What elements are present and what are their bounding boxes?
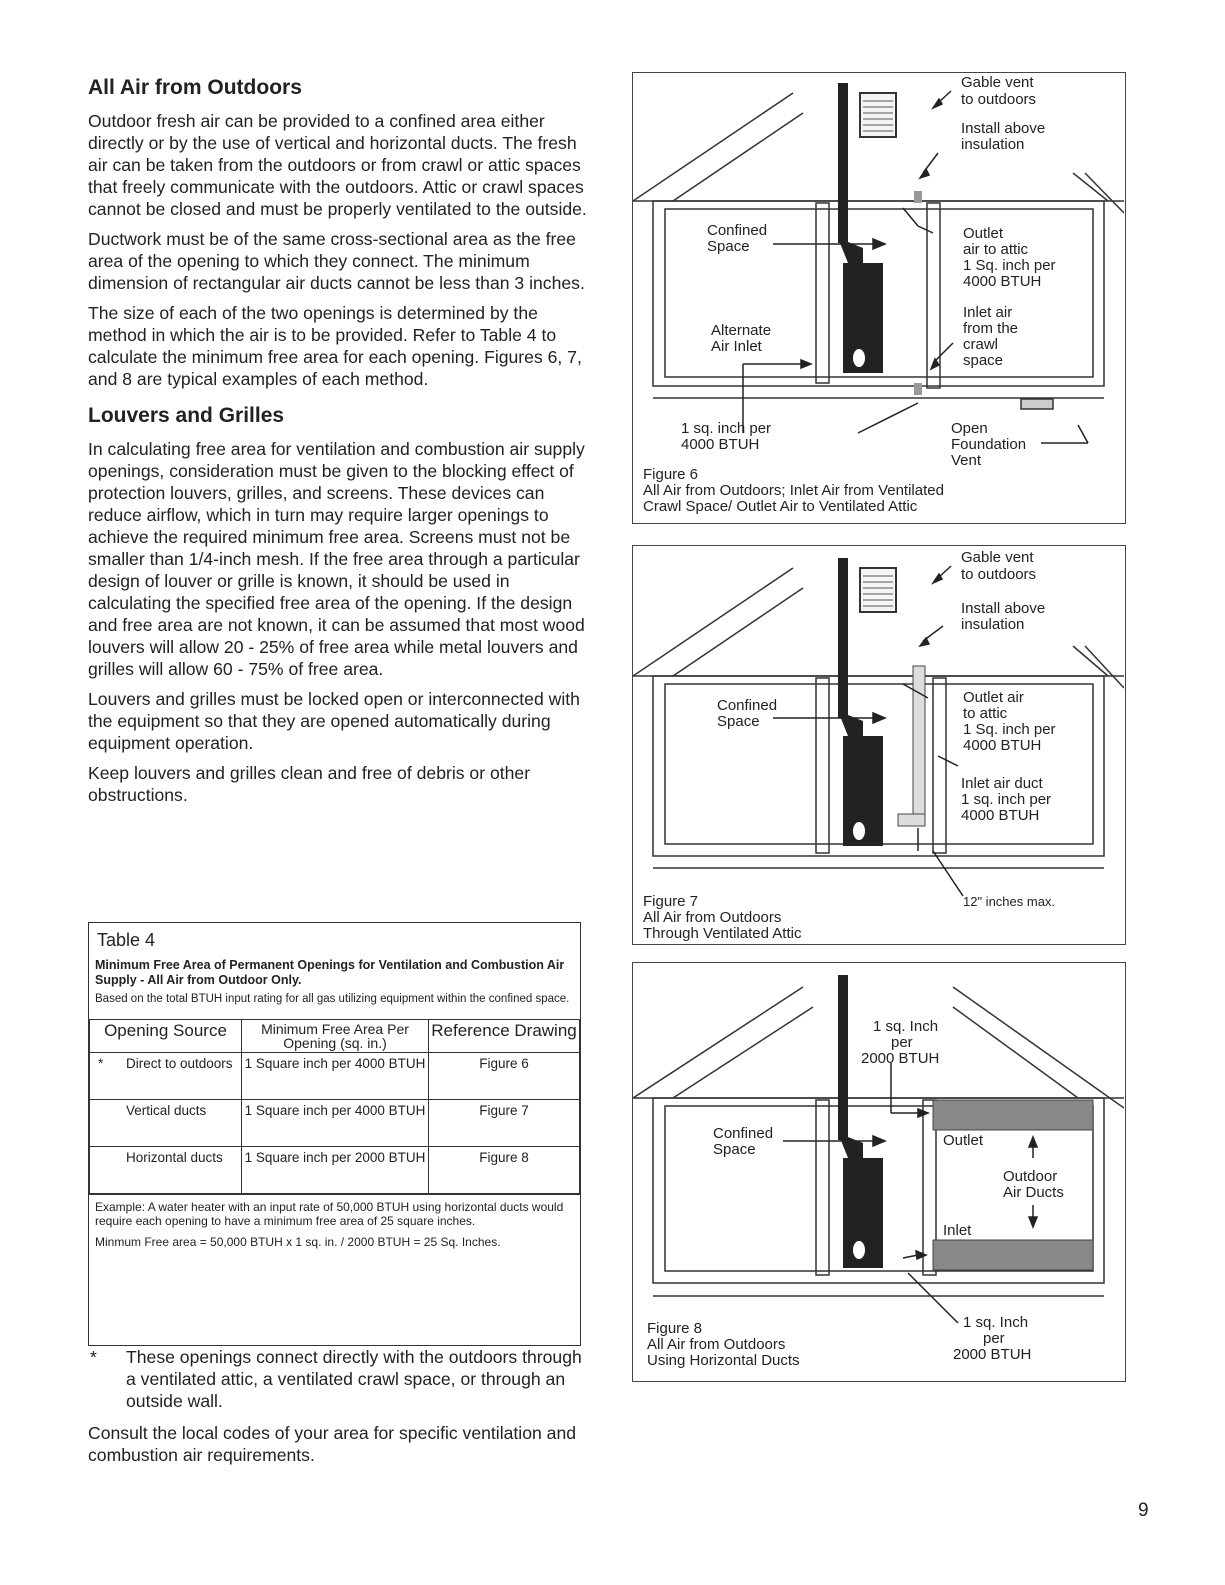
label-outlet: Outlet — [943, 1132, 984, 1149]
label-confined: Space — [713, 1141, 756, 1158]
paragraph: Outdoor fresh air can be provided to a confined area either directly or by the use of vertical and horizontal ducts. The fresh air can be taken from the outdoors or from crawl or attic spaces that freely communicate with the outdoors. Attic or crawl spaces cannot be closed and must be properly ventilated to the outside. — [88, 111, 587, 219]
row-reference: Figure 6 — [429, 1053, 580, 1100]
label-inlet: crawl — [963, 336, 999, 353]
label-alternate: Alternate — [711, 322, 772, 339]
table-grid — [89, 1019, 580, 1194]
label-outlet: 1 Sq. inch per — [963, 721, 1056, 738]
figure-caption: Figure 8 — [647, 1320, 703, 1337]
asterisk: * — [90, 1347, 97, 1367]
footnote-text: These openings connect directly with the outdoors through a ventilated attic, a ventilated crawl space, or through an outside wall. — [126, 1347, 582, 1411]
label-inlet: Inlet — [943, 1222, 972, 1239]
label-outdoor-ducts: Outdoor — [1003, 1168, 1058, 1185]
table-note: Based on the total BTUH input rating for all gas utilizing equipment within the confined space. — [95, 993, 570, 1005]
table-row — [90, 1053, 580, 1100]
column-header-reference: Reference Drawing — [429, 1020, 580, 1053]
row-area: 1 Square inch per 4000 BTUH — [242, 1053, 429, 1100]
paragraph: Louvers and grilles must be locked open or interconnected with the equipment so that they are opened automatically during equipment operation. — [88, 689, 580, 753]
left-column — [88, 76, 588, 814]
label-outdoor-ducts: Air Ducts — [1003, 1184, 1064, 1201]
label-outlet: air to attic — [963, 241, 1029, 258]
row-source: Horizontal ducts — [126, 1150, 223, 1165]
row-reference: Figure 7 — [429, 1100, 580, 1147]
paragraph: The size of each of the two openings is determined by the method in which the air is to be provided. Refer to Table 4 to calculate the minimum free area for each opening. Figures 6, 7, and 8 are typical examples of each method. — [88, 303, 582, 389]
label-foundation: Open — [951, 420, 988, 437]
footnote — [88, 1346, 588, 1474]
label-install: insulation — [961, 136, 1025, 153]
figure-caption: Figure 7 — [643, 893, 699, 910]
label-alternate: Air Inlet — [711, 338, 762, 355]
label-confined: Space — [717, 713, 760, 730]
asterisk: * — [98, 1056, 104, 1071]
label-bottom: per — [983, 1330, 1005, 1347]
figure-7 — [632, 545, 1126, 945]
table-heading: Minimum Free Area of Permanent Openings for Ventilation and Combustion Air Supply - All Air from Outdoor Only. — [95, 958, 565, 987]
label-confined: Space — [707, 238, 750, 255]
column-header-source: Opening Source — [90, 1020, 242, 1053]
figure-caption: Through Ventilated Attic — [643, 925, 802, 942]
label-confined: Confined — [713, 1125, 774, 1142]
paragraph: Keep louvers and grilles clean and free of debris or other obstructions. — [88, 763, 531, 805]
row-reference: Figure 8 — [429, 1147, 580, 1194]
paragraph: In calculating free area for ventilation and combustion air supply openings, consideration must be given to the blocking effect of protection louvers, grilles, and screens. These devices can reduce airflow, which in turn may require larger openings to achieve the required minimum free area. Screens must not be smaller than 1/4-inch mesh. If the free area through a particular design of louver or grille is known, it should be used in calculating the specified free area of the opening. If the design and free area are not known, it can be assumed that most wood louvers will allow 20 - 25% of free area while metal louvers and grilles will allow 60 - 75% of free area. — [88, 439, 585, 679]
label-max: 12" inches max. — [963, 894, 1056, 909]
figure-6-diagram — [633, 73, 1124, 522]
table-row — [90, 1100, 580, 1147]
figure-7-diagram — [633, 546, 1124, 943]
figure-8 — [632, 962, 1126, 1382]
figure-caption: Figure 6 — [643, 466, 699, 483]
label-install: insulation — [961, 616, 1025, 633]
row-source: Direct to outdoors — [126, 1056, 233, 1071]
table-minimum: Minmum Free area = 50,000 BTUH x 1 sq. in. / 2000 BTUH = 25 Sq. Inches. — [95, 1235, 501, 1249]
row-source: Vertical ducts — [126, 1103, 207, 1118]
label-gable-vent: Gable vent — [961, 549, 1034, 566]
table-title: Table 4 — [97, 930, 156, 950]
label-gable-vent: Gable vent — [961, 74, 1034, 91]
label-outlet: to attic — [963, 705, 1008, 722]
label-gable-vent: to outdoors — [961, 566, 1037, 583]
row-area: 1 Square inch per 2000 BTUH — [242, 1147, 429, 1194]
label-inlet-duct: 4000 BTUH — [961, 807, 1040, 824]
label-confined: Confined — [717, 697, 778, 714]
figure-caption: All Air from Outdoors — [643, 909, 782, 926]
label-inlet: space — [963, 352, 1004, 369]
label-outlet: Outlet air — [963, 689, 1024, 706]
label-inlet: Inlet air — [963, 304, 1013, 321]
figure-6 — [632, 72, 1126, 524]
label-outlet: Outlet — [963, 225, 1004, 242]
figure-caption: Using Horizontal Ducts — [647, 1352, 800, 1369]
table-4 — [88, 922, 581, 1346]
label-inlet: from the — [963, 320, 1019, 337]
label-gable-vent: to outdoors — [961, 91, 1037, 108]
figure-caption: All Air from Outdoors — [647, 1336, 786, 1353]
label-bottom: 1 sq. Inch — [963, 1314, 1029, 1331]
label-outlet: 4000 BTUH — [963, 273, 1042, 290]
label-top: 2000 BTUH — [861, 1050, 940, 1067]
label-inlet-duct: 1 sq. inch per — [961, 791, 1052, 808]
label-foundation: Foundation — [951, 436, 1027, 453]
label-top: per — [891, 1034, 913, 1051]
label-bottom: 2000 BTUH — [953, 1346, 1032, 1363]
label-sqinch: 1 sq. inch per — [681, 420, 772, 437]
column-header-area: Minimum Free Area Per Opening (sq. in.) — [242, 1020, 429, 1053]
label-foundation: Vent — [951, 452, 982, 469]
table-row — [90, 1147, 580, 1194]
label-install: Install above — [961, 120, 1046, 137]
label-sqinch: 4000 BTUH — [681, 436, 760, 453]
label-outlet: 4000 BTUH — [963, 737, 1042, 754]
section-title-outdoors: All Air from Outdoors — [88, 76, 302, 99]
page-number: 9 — [1138, 1500, 1149, 1521]
label-top: 1 sq. Inch — [873, 1018, 939, 1035]
label-confined: Confined — [707, 222, 768, 239]
section-title-louvers: Louvers and Grilles — [88, 404, 285, 427]
table-example: Example: A water heater with an input rate of 50,000 BTUH using horizontal ducts would require each opening to have a minimum free area of 25 square inches. — [89, 1194, 580, 1230]
label-outlet: 1 Sq. inch per — [963, 257, 1056, 274]
figure-8-diagram — [633, 963, 1124, 1380]
row-area: 1 Square inch per 4000 BTUH — [242, 1100, 429, 1147]
figure-caption: All Air from Outdoors; Inlet Air from Ventilated — [643, 482, 944, 499]
label-inlet-duct: Inlet air duct — [961, 775, 1043, 792]
consult-paragraph: Consult the local codes of your area for specific ventilation and combustion air requirements. — [88, 1423, 577, 1465]
label-install: Install above — [961, 600, 1046, 617]
figure-caption: Crawl Space/ Outlet Air to Ventilated Attic — [643, 498, 918, 515]
paragraph: Ductwork must be of the same cross-sectional area as the free area of the opening to which they connect. The minimum dimension of rectangular air ducts cannot be less than 3 inches. — [88, 229, 585, 293]
